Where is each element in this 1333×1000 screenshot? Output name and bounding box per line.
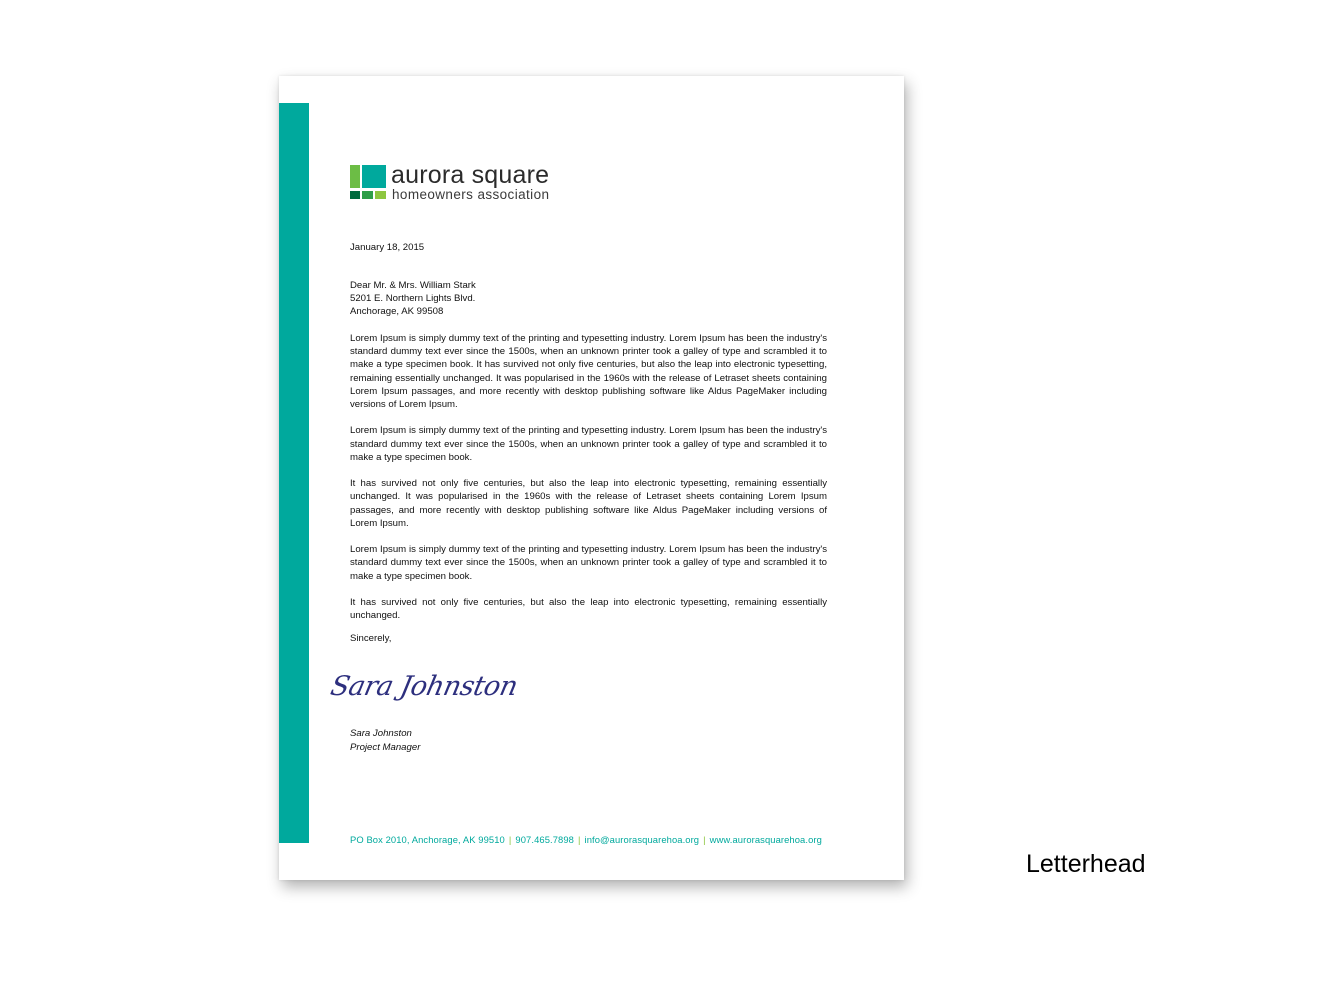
footer-separator: | [703, 834, 706, 845]
footer-website: www.aurorasquarehoa.org [709, 834, 822, 845]
footer-separator: | [508, 834, 512, 845]
footer-separator: | [577, 834, 581, 845]
caption: Letterhead [1026, 850, 1146, 878]
body-paragraph: It has survived not only five centuries, but also the leap into electronic typesetting, remaining essentially unchanged. It was popularised in the 1960s with the release of Letraset sheets containing Lorem Ipsum passages, and more recently with desktop publishing software like Aldus PageMaker including versions of Lorem Ipsum. [350, 478, 827, 529]
body-paragraph: It has survived not only five centuries, but also the leap into electronic typesetting, remaining essentially unchanged. [350, 597, 827, 622]
teal-side-bar [279, 103, 309, 843]
logo [350, 161, 610, 205]
handwritten-signature: Sara Johnston [327, 671, 521, 702]
footer-phone: 907.465.7898 [515, 834, 574, 845]
signer-title: Project Manager [350, 741, 421, 753]
signer-block [350, 727, 420, 754]
body-paragraph: Lorem Ipsum is simply dummy text of the printing and typesetting industry. Lorem Ipsum has been the industry's standard dummy text ever since the 1500s, when an unknown printer took a galley of type and scrambled it to make a type specimen book. [350, 544, 827, 582]
address-line: Anchorage, AK 99508 [350, 306, 444, 318]
address-line: 5201 E. Northern Lights Blvd. [350, 293, 476, 305]
letter-body [350, 332, 827, 636]
letterhead-page [279, 76, 904, 880]
logo-squares-icon [350, 165, 386, 201]
closing: Sincerely, [350, 633, 392, 644]
footer-contact [350, 834, 822, 845]
recipient-address [350, 279, 827, 319]
logo-subtitle: homeowners association [392, 187, 550, 202]
address-line: Dear Mr. & Mrs. William Stark [350, 280, 476, 291]
body-paragraph: Lorem Ipsum is simply dummy text of the printing and typesetting industry. Lorem Ipsum has been the industry's standard dummy text ever since the 1500s, when an unknown printer took a galley of type and scrambled it to make a type specimen book. [350, 425, 827, 463]
signer-name: Sara Johnston [350, 728, 412, 739]
letter-date: January 18, 2015 [350, 242, 425, 253]
footer-email: info@aurorasquarehoa.org [584, 834, 700, 845]
body-paragraph: Lorem Ipsum is simply dummy text of the printing and typesetting industry. Lorem Ipsum has been the industry's standard dummy text ever since the 1500s, when an unknown printer took a galley of type and scrambled it to make a type specimen book. It has survived not only five centuries, but also the leap into electronic typesetting, remaining essentially unchanged. It was popularised in the 1960s with the release of Letraset sheets containing Lorem Ipsum passages, and more recently with desktop publishing software like Aldus PageMaker including versions of Lorem Ipsum. [350, 333, 827, 411]
logo-name: aurora square [391, 161, 550, 189]
footer-address: PO Box 2010, Anchorage, AK 99510 [350, 834, 505, 845]
